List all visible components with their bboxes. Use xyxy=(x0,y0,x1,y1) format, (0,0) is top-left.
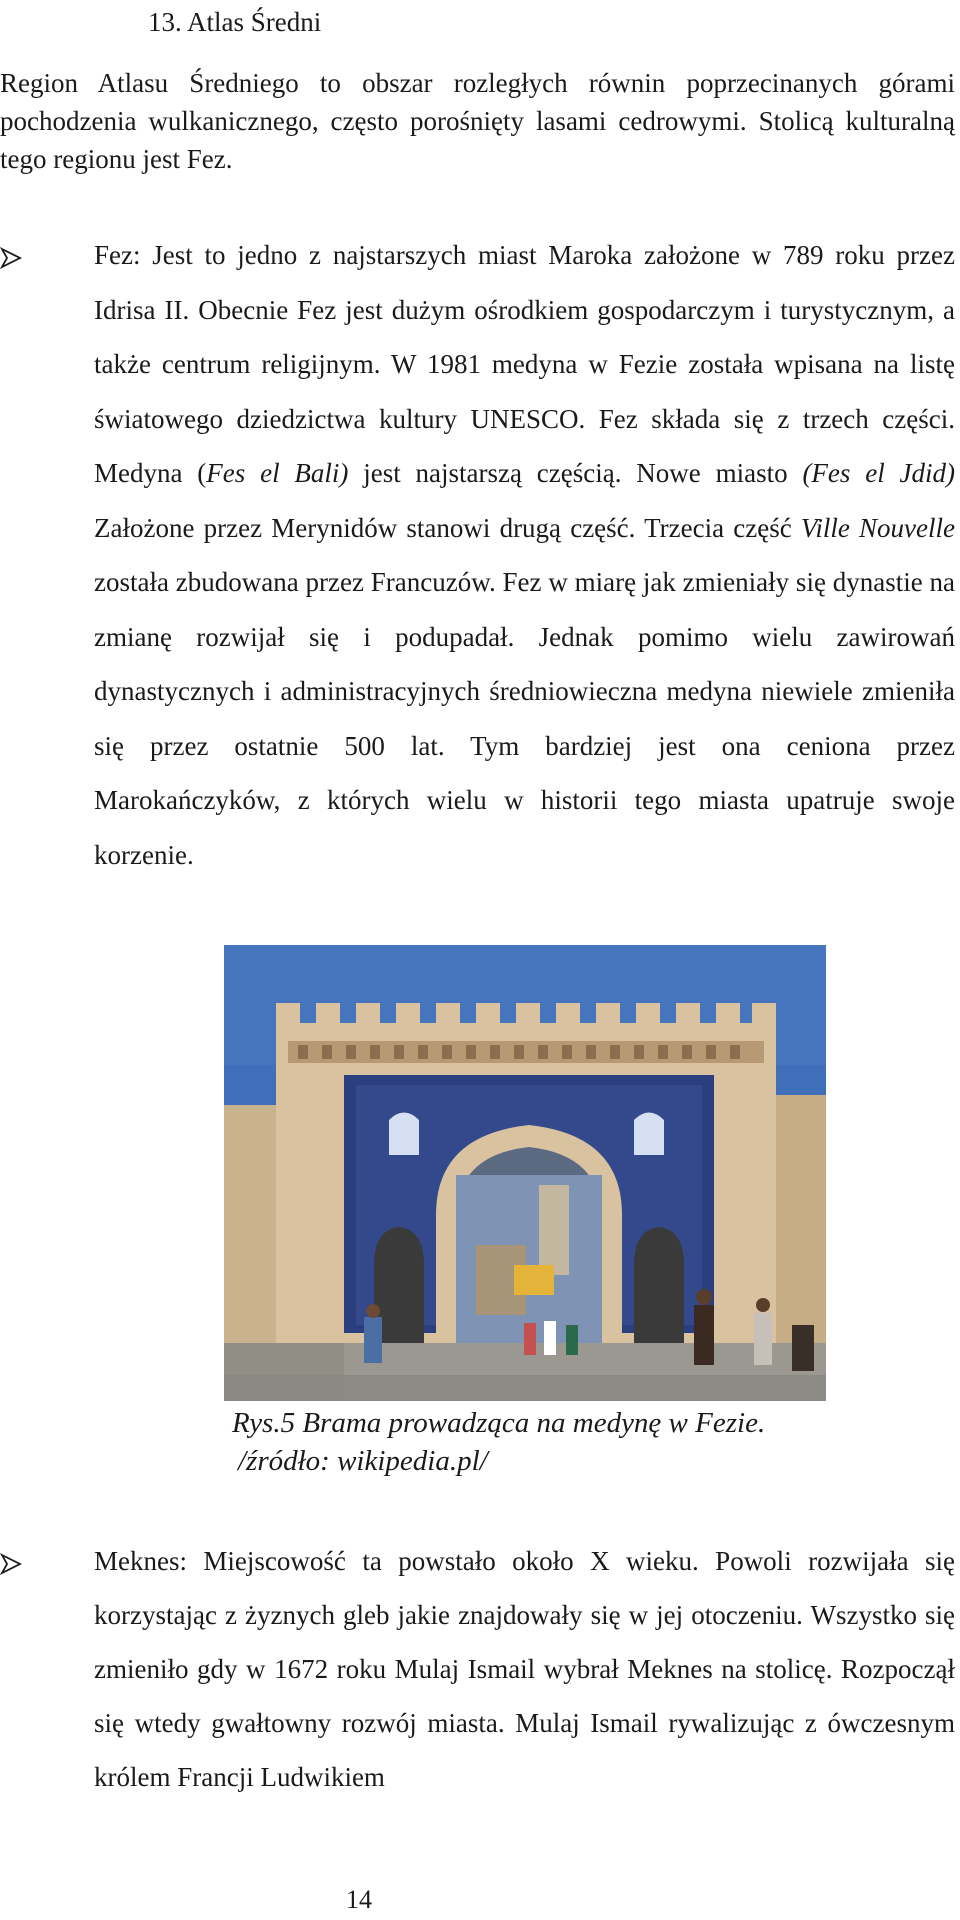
caption-title: Rys.5 Brama prowadząca na medynę w Fezie. xyxy=(232,1407,766,1439)
page-number: 14 xyxy=(346,1885,372,1914)
section-heading: 13. Atlas Średni xyxy=(148,7,322,37)
fez-bullet-paragraph xyxy=(94,228,955,882)
fez-italic-fes-el-bali: Fes el Bali) xyxy=(206,458,349,488)
intro-paragraph: Region Atlasu Średniego to obszar rozległych równin poprzecinanych górami pochodzenia wulkanicznego, często porośnięty lasami cedrowymi. Stolicą kulturalną tego regionu jest Fez. xyxy=(0,68,955,174)
arrow-bullet-icon xyxy=(0,1534,22,1588)
fez-text-part: jest najstarszą częścią. Nowe miasto xyxy=(348,458,803,488)
fez-text-part: Fez: Jest to jedno z najstarszych miast Maroka założone w 789 roku przez Idrisa II. Obecnie Fez jest dużym ośrodkiem gospodarczym i turystycznym, a także centrum religijnym. W 1981 medyna w Fezie została wpisana na listę światowego dziedzictwa kultury UNESCO. Fez składa się z trzech części. Medyna ( xyxy=(94,240,955,488)
fez-text-part: Założone przez Merynidów stanowi drugą część. Trzecia część xyxy=(94,512,801,543)
meknes-bullet-paragraph: Meknes: Miejscowość ta powstało około X wieku. Powoli rozwijała się korzystając z żyznych gleb jakie znajdowały się w jej otoczeniu. Wszystko się zmieniło gdy w 1672 roku Mulaj Ismail wybrał Meknes na stolicę. Rozpoczął się wtedy gwałtowny rozwój miasta. Mulaj Ismail rywalizując z ówczesnym królem Francji Ludwikiem xyxy=(94,1546,955,1792)
bab-boujloud-gate-photo xyxy=(224,945,826,1401)
fez-italic-ville-nouvelle: Ville Nouvelle xyxy=(800,512,955,543)
caption-source: /źródło: wikipedia.pl/ xyxy=(238,1445,488,1477)
figure-caption xyxy=(232,1404,765,1480)
fez-text-part: została zbudowana przez Francuzów. Fez w miarę jak zmieniały się dynastie na zmianę rozwijał się i podupadał. Jednak pomimo wielu zawirowań dynastycznych i administracyjnych średniowieczna medyna niewiele zmieniła się przez ostatnie 500 lat. Tym bardziej jest ona ceniona przez Marokańczyków, z których wielu w historii tego miasta upatruje swoje korzenie. xyxy=(94,567,955,870)
fez-italic-fes-el-jdid: (Fes el Jdid) xyxy=(802,458,956,488)
arrow-bullet-icon xyxy=(0,228,22,282)
